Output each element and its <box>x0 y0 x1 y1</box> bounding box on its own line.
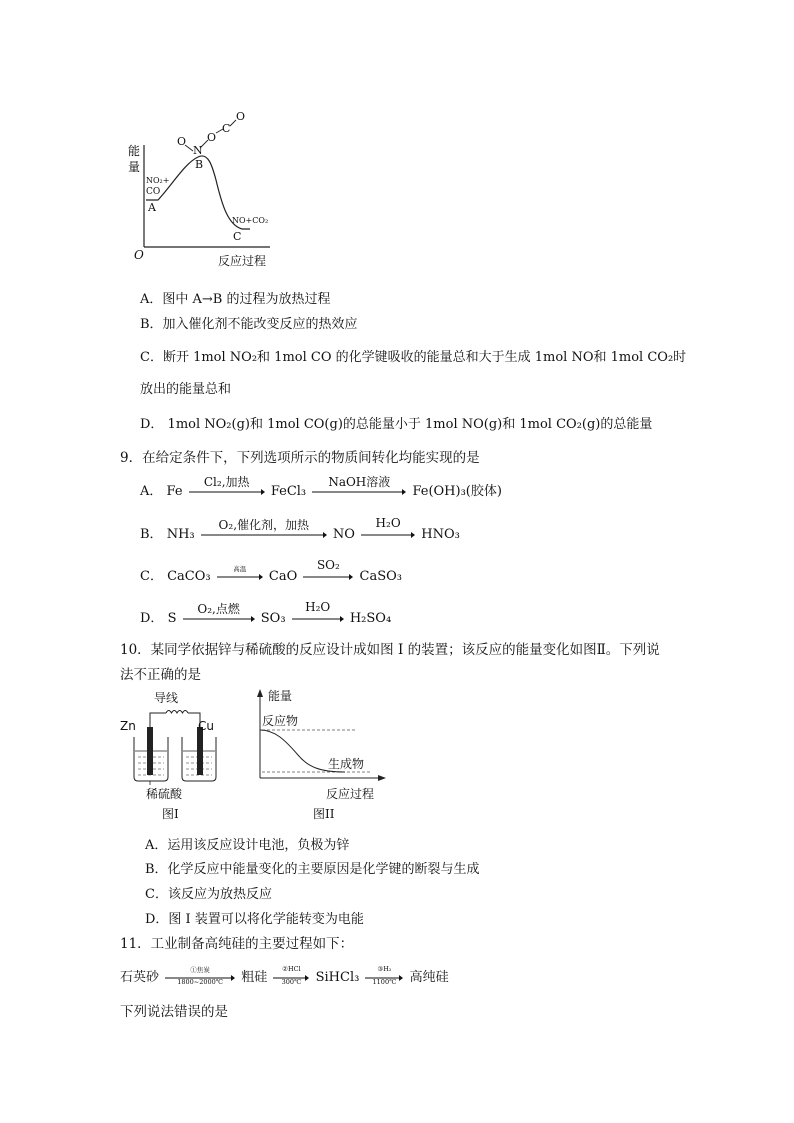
fig-ii-x-label: 反应过程 <box>326 787 375 801</box>
q11-c3-bot: 1100℃ <box>372 977 397 986</box>
q11-c2-top: ②HCl <box>282 964 301 973</box>
q11-arrow1 <box>165 965 235 986</box>
fig1-origin: O <box>134 248 144 262</box>
q11-s3: SiHCl₃ <box>315 970 360 985</box>
fig1-ts-o1: O <box>177 135 187 148</box>
q9-c-label: C． <box>140 569 163 584</box>
q11-s2: 粗硅 <box>241 970 268 985</box>
q8-option-c-line1: C．断开 1mol NO₂和 1mol CO 的化学键吸收的能量总和大于生成 1mol NO和 1mol CO₂时 <box>140 350 687 365</box>
q9-a-cond2: NaOH溶液 <box>328 474 391 489</box>
q9-c-s2: CaO <box>268 569 298 584</box>
galvanic-cell-figure <box>120 685 240 785</box>
q9-b-s1: NH₃ <box>166 527 195 542</box>
q9-a-s2: FeCl₃ <box>270 484 307 499</box>
q9-d-s1: S <box>167 611 177 626</box>
fig-ii-reactant-label: 反应物 <box>262 714 299 728</box>
q11-c3-top: ③H₂ <box>377 964 392 973</box>
wire <box>150 713 166 727</box>
zn-electrode <box>147 727 153 775</box>
q9-d-s2: SO₃ <box>260 611 286 626</box>
q9-d-cond1: O₂,点燃 <box>197 601 240 616</box>
fig1-ts-c: C <box>222 122 231 135</box>
fig1-ts-n: N <box>193 144 203 157</box>
q9-b-cond1: O₂,催化剂，加热 <box>218 517 310 532</box>
q9-b-arrow2 <box>361 515 415 539</box>
q11-arrow2 <box>273 964 309 986</box>
q9-d-s3: H₂SO₄ <box>349 611 392 626</box>
q9-a-cond1: Cl₂,加热 <box>203 474 250 489</box>
fig1-reactants: NO₂+ <box>146 176 170 185</box>
q9-option-b <box>140 515 460 542</box>
fig-ii-caption: 图II <box>313 807 335 821</box>
wire-coil <box>166 711 188 714</box>
q9-b-cond2: H₂O <box>375 515 401 530</box>
q9-a-arrow1 <box>189 474 265 496</box>
axis-label-energy-2: 量 <box>128 160 141 174</box>
fig1-reactants-co: CO <box>146 187 161 197</box>
fig1-products: NO+CO₂ <box>232 216 269 225</box>
energy-profile-figure <box>120 105 280 270</box>
q9-d-label: D． <box>140 611 164 626</box>
fig-i-acid-label: 稀硫酸 <box>146 787 183 801</box>
q10-option-c: C．该反应为放热反应 <box>145 887 272 902</box>
fig1-ts-o2: O <box>207 131 217 144</box>
q10-option-d: D．图 I 装置可以将化学能转变为电能 <box>145 912 364 927</box>
q9-b-s2: NO <box>332 527 355 542</box>
axis-label-energy-1: 能 <box>128 144 141 158</box>
q9-b-label: B． <box>140 527 163 542</box>
q9-d-arrow1 <box>183 601 255 623</box>
q9-d-arrow2 <box>292 599 344 623</box>
q9-option-a <box>140 474 502 499</box>
q11-after: 下列说法错误的是 <box>120 1004 228 1020</box>
q11-c2-bot: 300℃ <box>281 977 302 986</box>
q10-option-a: A．运用该反应设计电池，负极为锌 <box>145 838 350 853</box>
q9-stem: 9．在给定条件下，下列选项所示的物质间转化均能实现的是 <box>120 450 480 466</box>
q11-arrow3 <box>365 964 403 986</box>
fig1-point-c: C <box>233 230 242 243</box>
q8-option-b: B．加入催化剂不能改变反应的热效应 <box>140 317 358 332</box>
q11-c1-bot: 1800~2000℃ <box>177 977 224 986</box>
q11-s4: 高纯硅 <box>409 970 449 985</box>
q9-a-s3: Fe(OH)₃(胶体) <box>412 484 502 499</box>
cu-electrode <box>197 727 203 775</box>
q10-stem-line1: 10．某同学依据锌与稀硫酸的反应设计成如图 I 的装置；该反应的能量变化如图Ⅱ。下列说 <box>120 642 660 658</box>
q8-option-a: A．图中 A→B 的过程为放热过程 <box>140 292 331 307</box>
fig1-point-b: B <box>195 158 204 171</box>
q9-a-arrow2 <box>312 474 406 496</box>
q9-b-arrow1 <box>201 517 327 539</box>
q11-process <box>120 966 449 985</box>
q9-option-c <box>140 557 403 584</box>
fig-i-cu-label: Cu <box>198 719 214 733</box>
q8-option-d: D． 1mol NO₂(g)和 1mol CO(g)的总能量小于 1mol NO(g)和 1mol CO₂(g)的总能量 <box>140 417 653 432</box>
q9-d-cond2: H₂O <box>305 599 331 614</box>
q8-option-c-line2: 放出的能量总和 <box>140 382 232 397</box>
fig-i-zn-label: Zn <box>120 719 136 733</box>
q9-c-arrow1 <box>217 564 263 581</box>
fig-i-wire-label: 导线 <box>154 691 179 705</box>
fig-ii-product-label: 生成物 <box>328 757 365 771</box>
q9-c-cond1: 高温 <box>233 564 247 573</box>
fig1-x-axis-label: 反应过程 <box>218 254 267 268</box>
q11-stem: 11．工业制备高纯硅的主要过程如下： <box>120 936 354 952</box>
q9-a-label: A． <box>140 484 163 499</box>
q9-c-arrow2 <box>303 557 353 581</box>
q9-b-s3: HNO₃ <box>421 527 460 542</box>
fig-ii-y-label: 能量 <box>268 689 293 703</box>
fig1-point-a: A <box>148 201 156 214</box>
q11-c1-top: ①焦炭 <box>190 965 210 974</box>
q9-c-s3: CaSO₃ <box>359 569 403 584</box>
q10-option-b: B．化学反应中能量变化的主要原因是化学键的断裂与生成 <box>145 862 480 877</box>
fig1-ts-o3: O <box>236 110 246 123</box>
q10-stem-line2: 法不正确的是 <box>120 667 201 683</box>
q11-s1: 石英砂 <box>120 970 160 985</box>
q9-c-cond2: SO₂ <box>316 557 340 572</box>
q9-a-s1: Fe <box>166 484 183 499</box>
q9-option-d <box>140 599 392 626</box>
fig-i-caption: 图I <box>162 807 179 821</box>
q9-c-s1: CaCO₃ <box>167 569 211 584</box>
